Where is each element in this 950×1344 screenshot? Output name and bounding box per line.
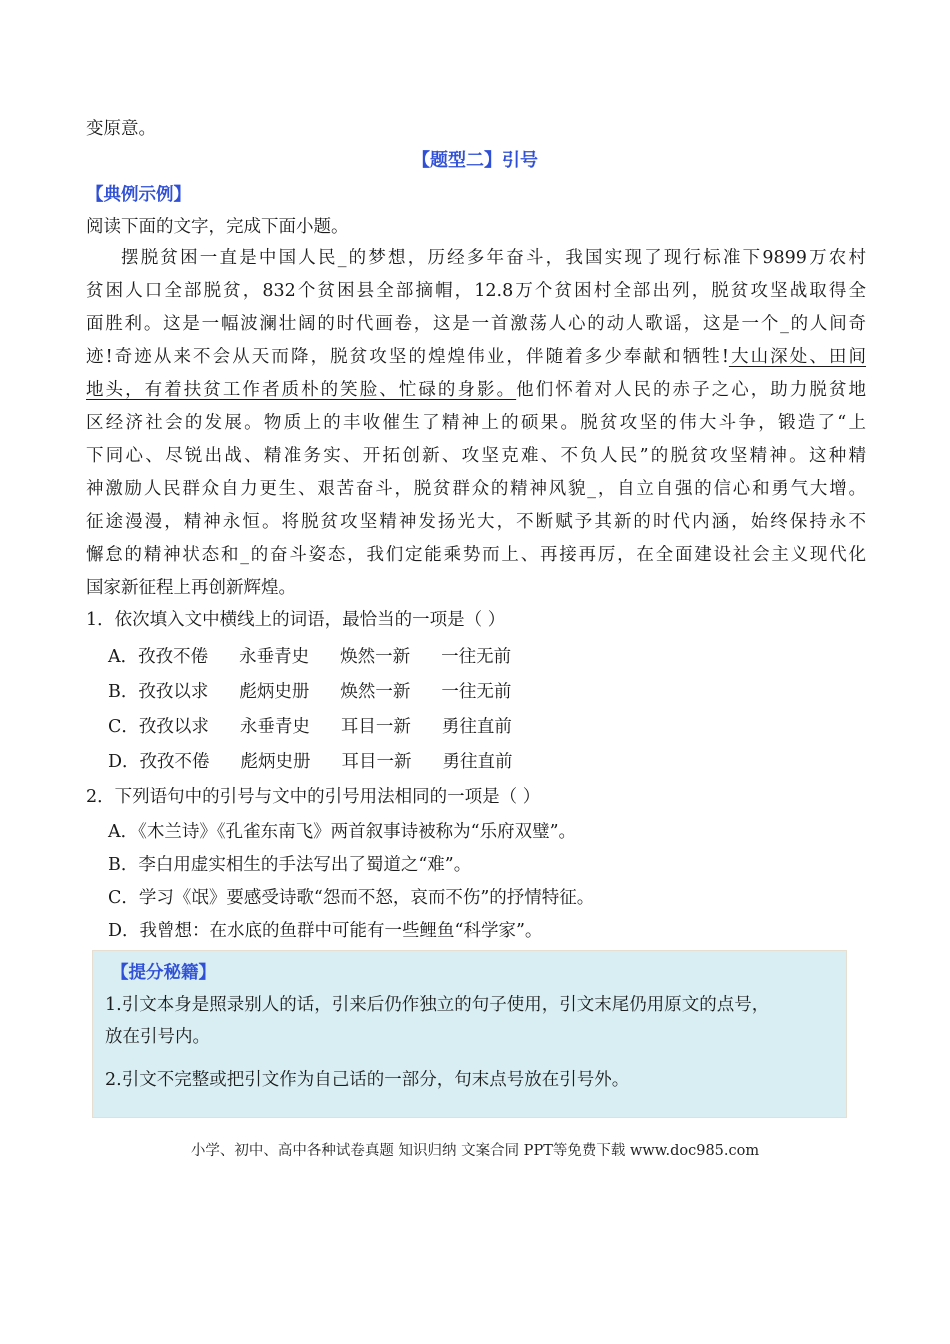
q1-option-a [108,643,511,668]
underlined-sentence: 地头，有着扶贫工作者质朴的笑脸、忙碌的身影。 [86,380,517,400]
option-letter: B． [108,682,139,702]
passage-line: 下同心、尽锐出战、精准务实、开拓创新、攻坚克难、不负人民”的脱贫攻坚精神。这种精 [86,446,866,466]
option-word: 彪炳史册 [240,752,311,772]
passage-line: 区经济社会的发展。物质上的丰收催生了精神上的硕果。脱贫攻坚的伟大斗争，锻造了“上 [86,413,866,433]
option-letter: D． [108,752,140,772]
q2-option-b: B．李白用虚实相生的手法写出了蜀道之“难”。 [108,855,472,875]
option-word: 耳目一新 [340,717,411,737]
option-word: 永垂青史 [239,647,310,667]
passage-line: 神激励人民群众自力更生、艰苦奋斗，脱贫群众的精神风貌_，自立自强的信心和勇气大增。 [86,479,866,499]
option-word: 孜孜不倦 [138,647,209,667]
option-word: 彪炳史册 [239,682,310,702]
question-2-stem: 2．下列语句中的引号与文中的引号用法相同的一项是（ ） [86,787,541,807]
q2-option-d: D．我曾想：在水底的鱼群中可能有一些鲤鱼“科学家”。 [108,921,543,941]
passage-line: 征途漫漫，精神永恒。将脱贫攻坚精神发扬光大，不断赋予其新的时代内涵，始终保持永不 [86,512,866,532]
option-word: 勇往直前 [442,752,513,772]
passage-line: 国家新征程上再创新辉煌。 [86,578,296,598]
q2-option-a: A．《木兰诗》《孔雀东南飞》两首叙事诗被称为“乐府双璧”。 [108,822,577,842]
option-word: 焕然一新 [340,682,411,702]
passage-line [86,341,866,374]
option-letter: A． [108,647,139,667]
example-label: 【典例示例】 [86,185,191,205]
option-word: 焕然一新 [340,647,411,667]
tips-box [92,950,847,1118]
q1-option-d [108,748,513,773]
tips-title: 【提分秘籍】 [111,963,216,983]
tip-paragraph-2: 2.引文不完整或把引文作为自己话的一部分，句末点号放在引号外。 [105,1070,630,1090]
passage-line [86,374,866,407]
tip-line: 1.引文本身是照录别人的话，引来后仍作独立的句子使用，引文末尾仍用原文的点号， [105,995,770,1015]
passage-line: 懈怠的精神状态和_的奋斗姿态，我们定能乘势而上、再接再厉，在全面建设社会主义现代化 [86,545,866,565]
option-word: 孜孜以求 [138,717,209,737]
passage-text: 迹!奇迹从来不会从天而降，脱贫攻坚的煌煌伟业，伴随着多少奉献和牺牲! [86,347,729,367]
underlined-sentence: 大山深处、田间 [728,347,867,367]
passage-line: 面胜利。这是一幅波澜壮阔的时代画卷，这是一首激荡人心的动人歌谣，这是一个_的人间奇 [86,314,866,334]
q2-option-c: C．学习《氓》要感受诗歌“怨而不怒，哀而不伤”的抒情特征。 [108,888,595,908]
option-word: 耳目一新 [341,752,412,772]
question-1-stem: 1．依次填入文中横线上的词语，最恰当的一项是（ ） [86,610,506,630]
q1-option-b [108,678,511,703]
option-word: 永垂青史 [239,717,310,737]
section-title: 【题型二】引号 [412,150,538,171]
option-word: 勇往直前 [441,717,512,737]
passage-text: 他们怀着对人民的赤子之心，助力脱贫地 [516,380,867,400]
lead-text: 变原意。 [86,119,156,139]
reading-passage [86,242,866,605]
option-word: 孜孜不倦 [139,752,210,772]
option-word: 一往无前 [441,647,512,667]
tip-paragraph-1 [105,989,835,1053]
option-word: 一往无前 [441,682,512,702]
option-letter: C． [108,717,139,737]
page-footer: 小学、初中、高中各种试卷真题 知识归纳 文案合同 PPT等免费下载 www.doc985.com [190,1143,760,1159]
tip-line: 放在引号内。 [105,1027,210,1047]
option-word: 孜孜以求 [138,682,209,702]
passage-line: 贫困人口全部脱贫，832个贫困县全部摘帽，12.8万个贫困村全部出列，脱贫攻坚战取得全 [86,281,866,301]
instruction-text: 阅读下面的文字，完成下面小题。 [86,217,349,237]
q1-option-c [108,713,512,738]
passage-line: 摆脱贫困一直是中国人民_的梦想，历经多年奋斗，我国实现了现行标准下9899万农村 [121,248,866,268]
